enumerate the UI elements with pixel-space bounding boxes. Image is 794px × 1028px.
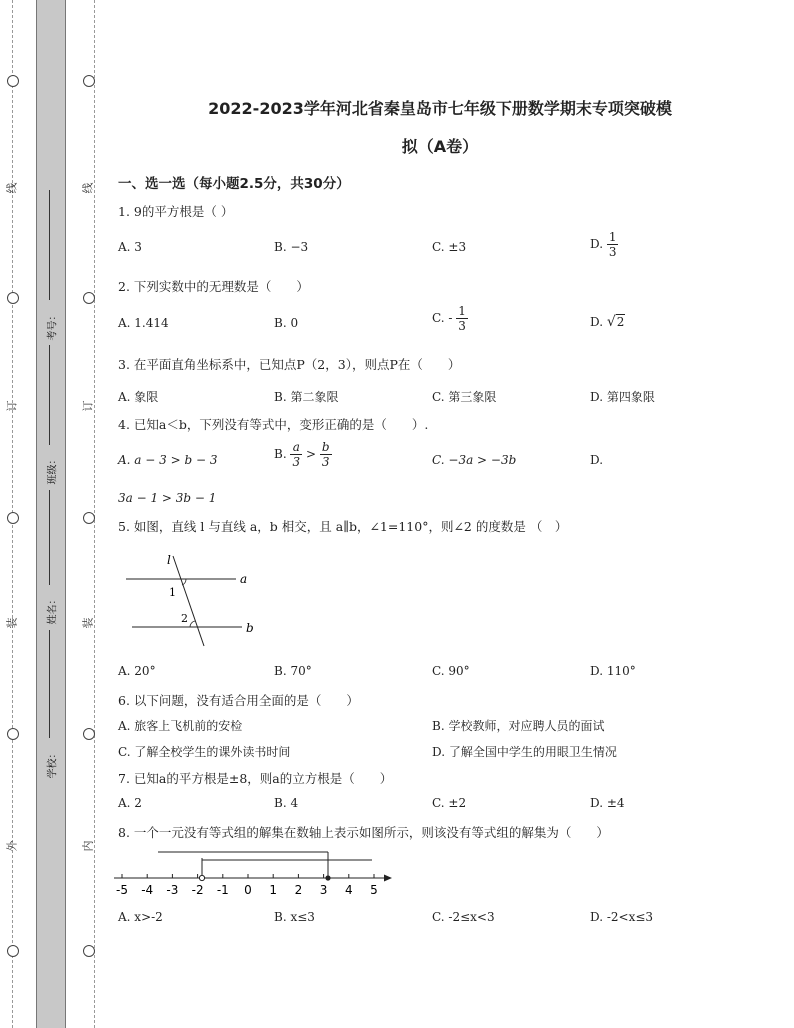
q1-stem: 1. 9的平方根是（ ） — [118, 204, 234, 219]
denominator: 3 — [292, 455, 301, 469]
open-dot-minus-2 — [199, 875, 204, 880]
label-b: b — [246, 621, 254, 635]
section-heading: 一、选一选（每小题2.5分，共30分） — [118, 176, 350, 192]
q6-stem: 6. 以下问题，没有适合用全面的是（ ） — [118, 693, 359, 708]
margin-char-inner: 内 — [81, 840, 95, 852]
tick-label: -5 — [116, 883, 128, 897]
class-line — [49, 345, 50, 445]
axis-arrow-icon — [384, 875, 392, 882]
tick-label: -3 — [166, 883, 179, 897]
denominator: 3 — [458, 319, 466, 333]
tick-label: -1 — [216, 883, 229, 897]
q4-option-b-gt: > — [305, 447, 316, 461]
binding-strip — [36, 0, 66, 1028]
q4-option-b-fraction-1 — [290, 440, 302, 469]
q5-option-b: B. 70° — [274, 664, 312, 678]
margin-char-seal: 装 — [5, 617, 19, 629]
q6-option-a: A. 旅客上飞机前的安检 — [118, 719, 243, 733]
q7-option-b: B. 4 — [274, 796, 299, 810]
q6-option-c: C. 了解全校学生的课外读书时间 — [118, 745, 291, 759]
margin-char-seal: 装 — [81, 617, 95, 629]
q4-option-a: A. a − 3 > b − 3 — [118, 453, 218, 467]
binding-hole — [7, 75, 19, 87]
binding-hole — [83, 292, 95, 304]
q8-option-c: C. -2≤x<3 — [432, 910, 495, 924]
sqrt-icon: √ — [606, 314, 616, 330]
tick-label: 5 — [370, 883, 378, 897]
binding-hole — [83, 728, 95, 740]
margin-char-bind: 订 — [81, 400, 95, 412]
name-label: 姓名： — [47, 594, 59, 625]
binding-hole — [7, 728, 19, 740]
q3-option-d: D. 第四象限 — [590, 390, 655, 404]
q5-option-c: C. 90° — [432, 664, 470, 678]
closed-dot-3 — [325, 875, 330, 880]
q7-option-c: C. ±2 — [432, 796, 467, 810]
q3-option-c: C. 第三象限 — [432, 390, 497, 404]
q2-option-d-radicand: 2 — [616, 315, 625, 329]
q8-option-d: D. -2<x≤3 — [590, 910, 654, 924]
tick-label: 0 — [244, 883, 252, 897]
q2-stem: 2. 下列实数中的无理数是（ ） — [118, 279, 309, 294]
q4-option-b — [274, 440, 332, 469]
numerator: 1 — [608, 230, 617, 244]
q7-option-a: A. 2 — [118, 796, 142, 810]
name-line — [49, 490, 50, 585]
q4-option-b-fraction-2 — [320, 440, 332, 469]
tick-labels — [116, 874, 378, 897]
numerator: 1 — [458, 304, 466, 318]
label-l: l — [167, 553, 171, 567]
numerator: a — [290, 440, 302, 455]
margin-char-line: 线 — [5, 182, 19, 194]
q5-stem: 5. 如图，直线 l 与直线 a，b 相交，且 a∥b，∠1=110°，则∠2 的度数是 （ ） — [118, 519, 568, 534]
margin-char-outer: 外 — [5, 840, 19, 852]
exam-number-label: 考号： — [47, 310, 59, 341]
q6-option-d: D. 了解全国中学生的用眼卫生情况 — [432, 745, 617, 759]
class-label: 班级： — [47, 454, 59, 485]
q7-stem: 7. 已知a的平方根是±8，则a的立方根是（ ） — [118, 771, 393, 786]
q5-figure — [118, 548, 268, 653]
angle-2-arc — [190, 621, 195, 627]
label-a: a — [240, 572, 248, 586]
q2-option-d — [590, 314, 625, 330]
tick-label: -2 — [191, 883, 204, 897]
binding-hole — [83, 945, 95, 957]
q5-option-a: A. 20° — [118, 664, 156, 678]
school-label: 学校： — [47, 748, 59, 779]
numerator: b — [321, 440, 330, 454]
q4-option-d-continued: 3a − 1 > 3b − 1 — [118, 491, 217, 505]
q1-option-d-prefix: D. — [590, 237, 604, 251]
binding-hole — [7, 292, 19, 304]
q1-option-a: A. 3 — [118, 240, 142, 254]
denominator: 3 — [321, 455, 330, 469]
binding-hole — [7, 512, 19, 524]
tick-label: 1 — [269, 883, 278, 897]
denominator: 3 — [608, 245, 617, 259]
q1-option-b: B. −3 — [274, 240, 309, 254]
q8-option-a: A. x>-2 — [118, 910, 163, 924]
q3-option-a: A. 象限 — [118, 390, 159, 404]
tick-label: 4 — [344, 883, 353, 897]
q8-stem: 8. 一个一元没有等式组的解集在数轴上表示如图所示，则该没有等式组的解集为（ ） — [118, 825, 609, 840]
q2-option-d-prefix: D. — [590, 315, 604, 329]
q1-option-d-fraction — [607, 230, 619, 259]
tick-label: 2 — [294, 883, 303, 897]
q7-option-d: D. ±4 — [590, 796, 625, 810]
q4-stem: 4. 已知a＜b，下列没有等式中，变形正确的是（ ）. — [118, 417, 429, 432]
margin-char-line: 线 — [81, 182, 95, 194]
label-angle-2: 2 — [181, 612, 188, 625]
q4-option-b-prefix: B. — [274, 447, 287, 461]
page-title-line2: 拟（A卷） — [401, 137, 479, 156]
exam-number-line — [49, 190, 50, 300]
q3-option-b: B. 第二象限 — [274, 390, 339, 404]
q3-stem: 3. 在平面直角坐标系中，已知点P（2，3），则点P在（ ） — [118, 357, 461, 372]
q5-option-d: D. 110° — [590, 664, 636, 678]
q4-option-d: D. — [590, 453, 604, 467]
q2-option-b: B. 0 — [274, 316, 299, 330]
margin-char-bind: 订 — [5, 400, 19, 412]
q2-option-c — [432, 304, 468, 333]
binding-hole — [83, 75, 95, 87]
q6-option-b: B. 学校教师，对应聘人员的面试 — [432, 719, 605, 733]
q8-number-line — [110, 846, 400, 902]
q8-option-b: B. x≤3 — [274, 910, 315, 924]
binding-hole — [83, 512, 95, 524]
q1-option-c: C. ±3 — [432, 240, 467, 254]
q2-option-c-fraction — [456, 304, 468, 333]
q1-option-d — [590, 230, 618, 259]
line-l — [173, 556, 204, 646]
label-angle-1: 1 — [169, 586, 176, 599]
q2-option-c-prefix: C. - — [432, 311, 453, 325]
q2-option-a: A. 1.414 — [118, 316, 169, 330]
q4-option-c: C. −3a > −3b — [432, 453, 517, 467]
tick-label: -4 — [141, 883, 154, 897]
page-title-line1: 2022-2023学年河北省秦皇岛市七年级下册数学期末专项突破模 — [208, 99, 672, 118]
tick-label: 3 — [319, 883, 328, 897]
school-line — [49, 630, 50, 738]
binding-hole — [7, 945, 19, 957]
